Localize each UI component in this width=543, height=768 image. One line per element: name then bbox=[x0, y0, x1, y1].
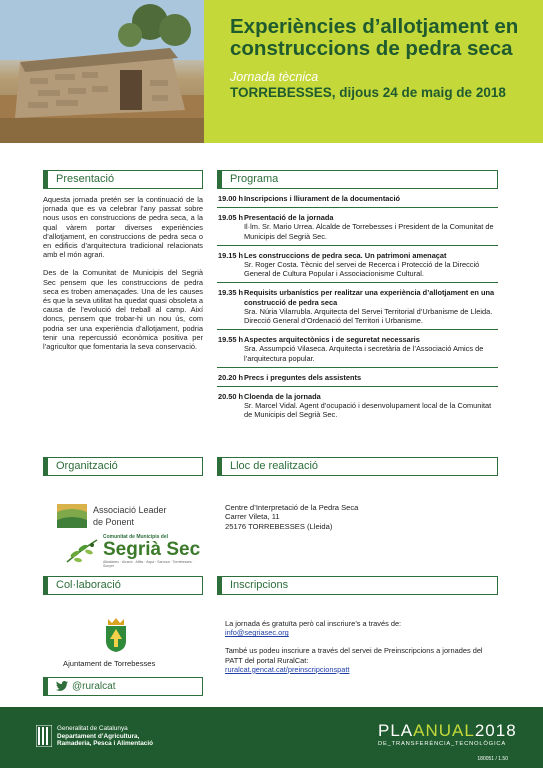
presentacio-heading: Presentació bbox=[43, 170, 203, 189]
generalitat-logo bbox=[36, 725, 153, 748]
programa-desc: Sra. Assumpció Vilaseca. Arquitecta i secretària de l’Associació Amics de l’arquitectura popular. bbox=[244, 344, 484, 363]
segria-top-text: Comunitat de Municipis del bbox=[103, 534, 169, 540]
programa-title: Precs i preguntes dels assistents bbox=[244, 372, 362, 382]
leader-line-2: de Ponent bbox=[93, 517, 135, 527]
programa-row bbox=[217, 387, 498, 424]
programa-title: Aspectes arquitectònics i de seguretat necessaris bbox=[244, 335, 420, 345]
programa-title: Inscripcions i lliurament de la documentació bbox=[244, 194, 401, 203]
segria-name: Segrià Sec bbox=[103, 539, 201, 560]
presentacio-paragraph-2: Des de la Comunitat de Municipis del Segrià Sec pensem que les construccions de pedra seca es troben amenaçades. Una de les causes és que la seva utilitat ha quedat quasi obsoleta a causa de l’evolució del treball al camp. Així doncs, pensem que trobar-hi un nou ús, com podria ser una experiència d’allotjament, podria tenir una repercussió econòmica positiva per l’agricultor que fomentaria la seva conservació. bbox=[43, 268, 203, 352]
lloc-heading: Lloc de realització bbox=[217, 457, 498, 476]
leader-ponent-logo bbox=[57, 504, 203, 528]
programa-row bbox=[217, 283, 498, 330]
programa-row bbox=[217, 246, 498, 284]
generalitat-line-3: Ramaderia, Pesca i Alimentació bbox=[57, 740, 154, 748]
colaboracio-heading: Col·laboració bbox=[43, 576, 203, 595]
organitzacio-section bbox=[43, 457, 203, 568]
programa-time: 19.55 h bbox=[218, 335, 244, 345]
programa-title: Requisits urbanístics per realitzar una experiència d’allotjament en una construcció de pedra seca bbox=[244, 288, 495, 307]
ajuntament-name: Ajuntament de Torrebesses bbox=[63, 659, 156, 668]
programa-row bbox=[217, 208, 498, 246]
programa-title: Les construccions de pedra seca. Un patrimoni amenaçat bbox=[244, 250, 447, 260]
coat-of-arms-icon bbox=[103, 617, 129, 653]
plan-word-pla: PLA bbox=[378, 721, 414, 740]
inscripcions-section bbox=[217, 576, 498, 674]
generalitat-line-2: Departament d’Agricultura, bbox=[57, 732, 140, 740]
generalitat-line-1: Generalitat de Catalunya bbox=[57, 725, 128, 732]
twitter-handle-box[interactable] bbox=[43, 677, 203, 696]
segria-sec-logo bbox=[65, 534, 203, 568]
document-code: 180051 / 1.50 bbox=[477, 756, 508, 762]
programa-desc: Sr. Roger Costa. Tècnic del servei de Recerca i Protecció de la Direcció General de Cultura Popular i Associacionisme Cultural. bbox=[244, 260, 480, 279]
programa-time: 19.00 h bbox=[218, 194, 244, 203]
lloc-line-1: Centre d’Interpretació de la Pedra Seca bbox=[225, 503, 359, 512]
twitter-handle: @ruralcat bbox=[72, 681, 116, 692]
event-date: TORREBESSES, dijous 24 de maig de 2018 bbox=[230, 85, 506, 100]
inscripcions-text-1: La jornada és gratuïta però cal inscriure’s a través de: bbox=[225, 619, 402, 628]
programa-time: 19.05 h bbox=[218, 213, 244, 223]
inscripcions-heading: Inscripcions bbox=[217, 576, 498, 595]
colaboracio-section bbox=[43, 576, 203, 668]
segria-towns: Albatàrrec · Alcanó · Alfés · Aspa · Sarroca · Torrebesses · Sunyer bbox=[103, 560, 194, 568]
programa-desc: Sr. Marcel Vidal. Agent d’ocupació i desenvolupament local de la Comunitat de Municipis del Segrià Sec. bbox=[244, 401, 492, 420]
footer-bar bbox=[0, 707, 543, 768]
inscripcions-text-2: També us podeu inscriure a través del servei de Preinscripcions a jornades del PATT del portal RuralCat: bbox=[225, 646, 483, 665]
programa-title: Cloenda de la jornada bbox=[244, 392, 321, 402]
event-title: Experiències d’allotjament en construccions de pedra seca bbox=[230, 15, 519, 60]
programa-row bbox=[217, 368, 498, 387]
programa-row bbox=[217, 330, 498, 368]
programa-desc: Il·lm. Sr. Mario Urrea. Alcalde de Torrebesses i President de la Comunitat de Municipis del Segrià Sec. bbox=[244, 222, 494, 241]
header-text-block bbox=[204, 0, 543, 143]
programa-heading: Programa bbox=[217, 170, 498, 189]
dry-stone-hut-photo bbox=[0, 0, 204, 143]
programa-title: Presentació de la jornada bbox=[244, 213, 334, 223]
leader-landscape-icon bbox=[57, 504, 87, 528]
header-banner bbox=[0, 0, 543, 143]
programa-time: 19.15 h bbox=[218, 250, 244, 260]
programa-time: 19.35 h bbox=[218, 288, 244, 298]
plan-year: 2018 bbox=[474, 721, 517, 740]
programa-section bbox=[217, 170, 498, 424]
lloc-section bbox=[217, 457, 498, 531]
generalitat-flag-icon bbox=[36, 725, 52, 747]
lloc-line-2: Carrer Vileta, 11 bbox=[225, 512, 280, 522]
organitzacio-heading: Organització bbox=[43, 457, 203, 476]
event-subtitle: Jornada tècnica bbox=[230, 70, 319, 84]
email-link[interactable]: info@segriasec.org bbox=[225, 628, 289, 638]
twitter-bird-icon bbox=[56, 678, 68, 696]
programa-time: 20.20 h bbox=[218, 372, 244, 382]
programa-desc: Sra. Núria Vilarrubla. Arquitecta del Servei Territorial d’Urbanisme de Lleida. Direcció General d’Ordenació del Territori i Urbanisme. bbox=[244, 306, 493, 326]
presentacio-section bbox=[43, 170, 203, 351]
olive-branch-icon bbox=[65, 536, 99, 566]
programa-time: 20.50 h bbox=[218, 392, 244, 402]
plan-word-anual: ANUAL bbox=[413, 721, 475, 740]
presentacio-paragraph-1: Aquesta jornada pretén ser la continuació de la jornada que es va celebrar l’any passat sobre nous usos en construccions de pedra seca, a la qual vàrem portar diverses experiències d’allotjament, en construccions de pedra seca o en edificis d’arquitectura tradicional relacionats amb el món agrari. bbox=[43, 195, 203, 260]
lloc-line-3: 25176 TORREBESSES (Lleida) bbox=[225, 521, 333, 531]
pla-anual-logo bbox=[378, 722, 517, 749]
programa-row bbox=[217, 189, 498, 208]
ruralcat-link[interactable]: ruralcat.gencat.cat/preinscripcionspatt bbox=[225, 664, 350, 674]
leader-line-1: Associació Leader bbox=[93, 505, 167, 515]
plan-subtitle: DE_TRANSFERÈNCIA_TECNOLÒGICA bbox=[378, 741, 507, 747]
